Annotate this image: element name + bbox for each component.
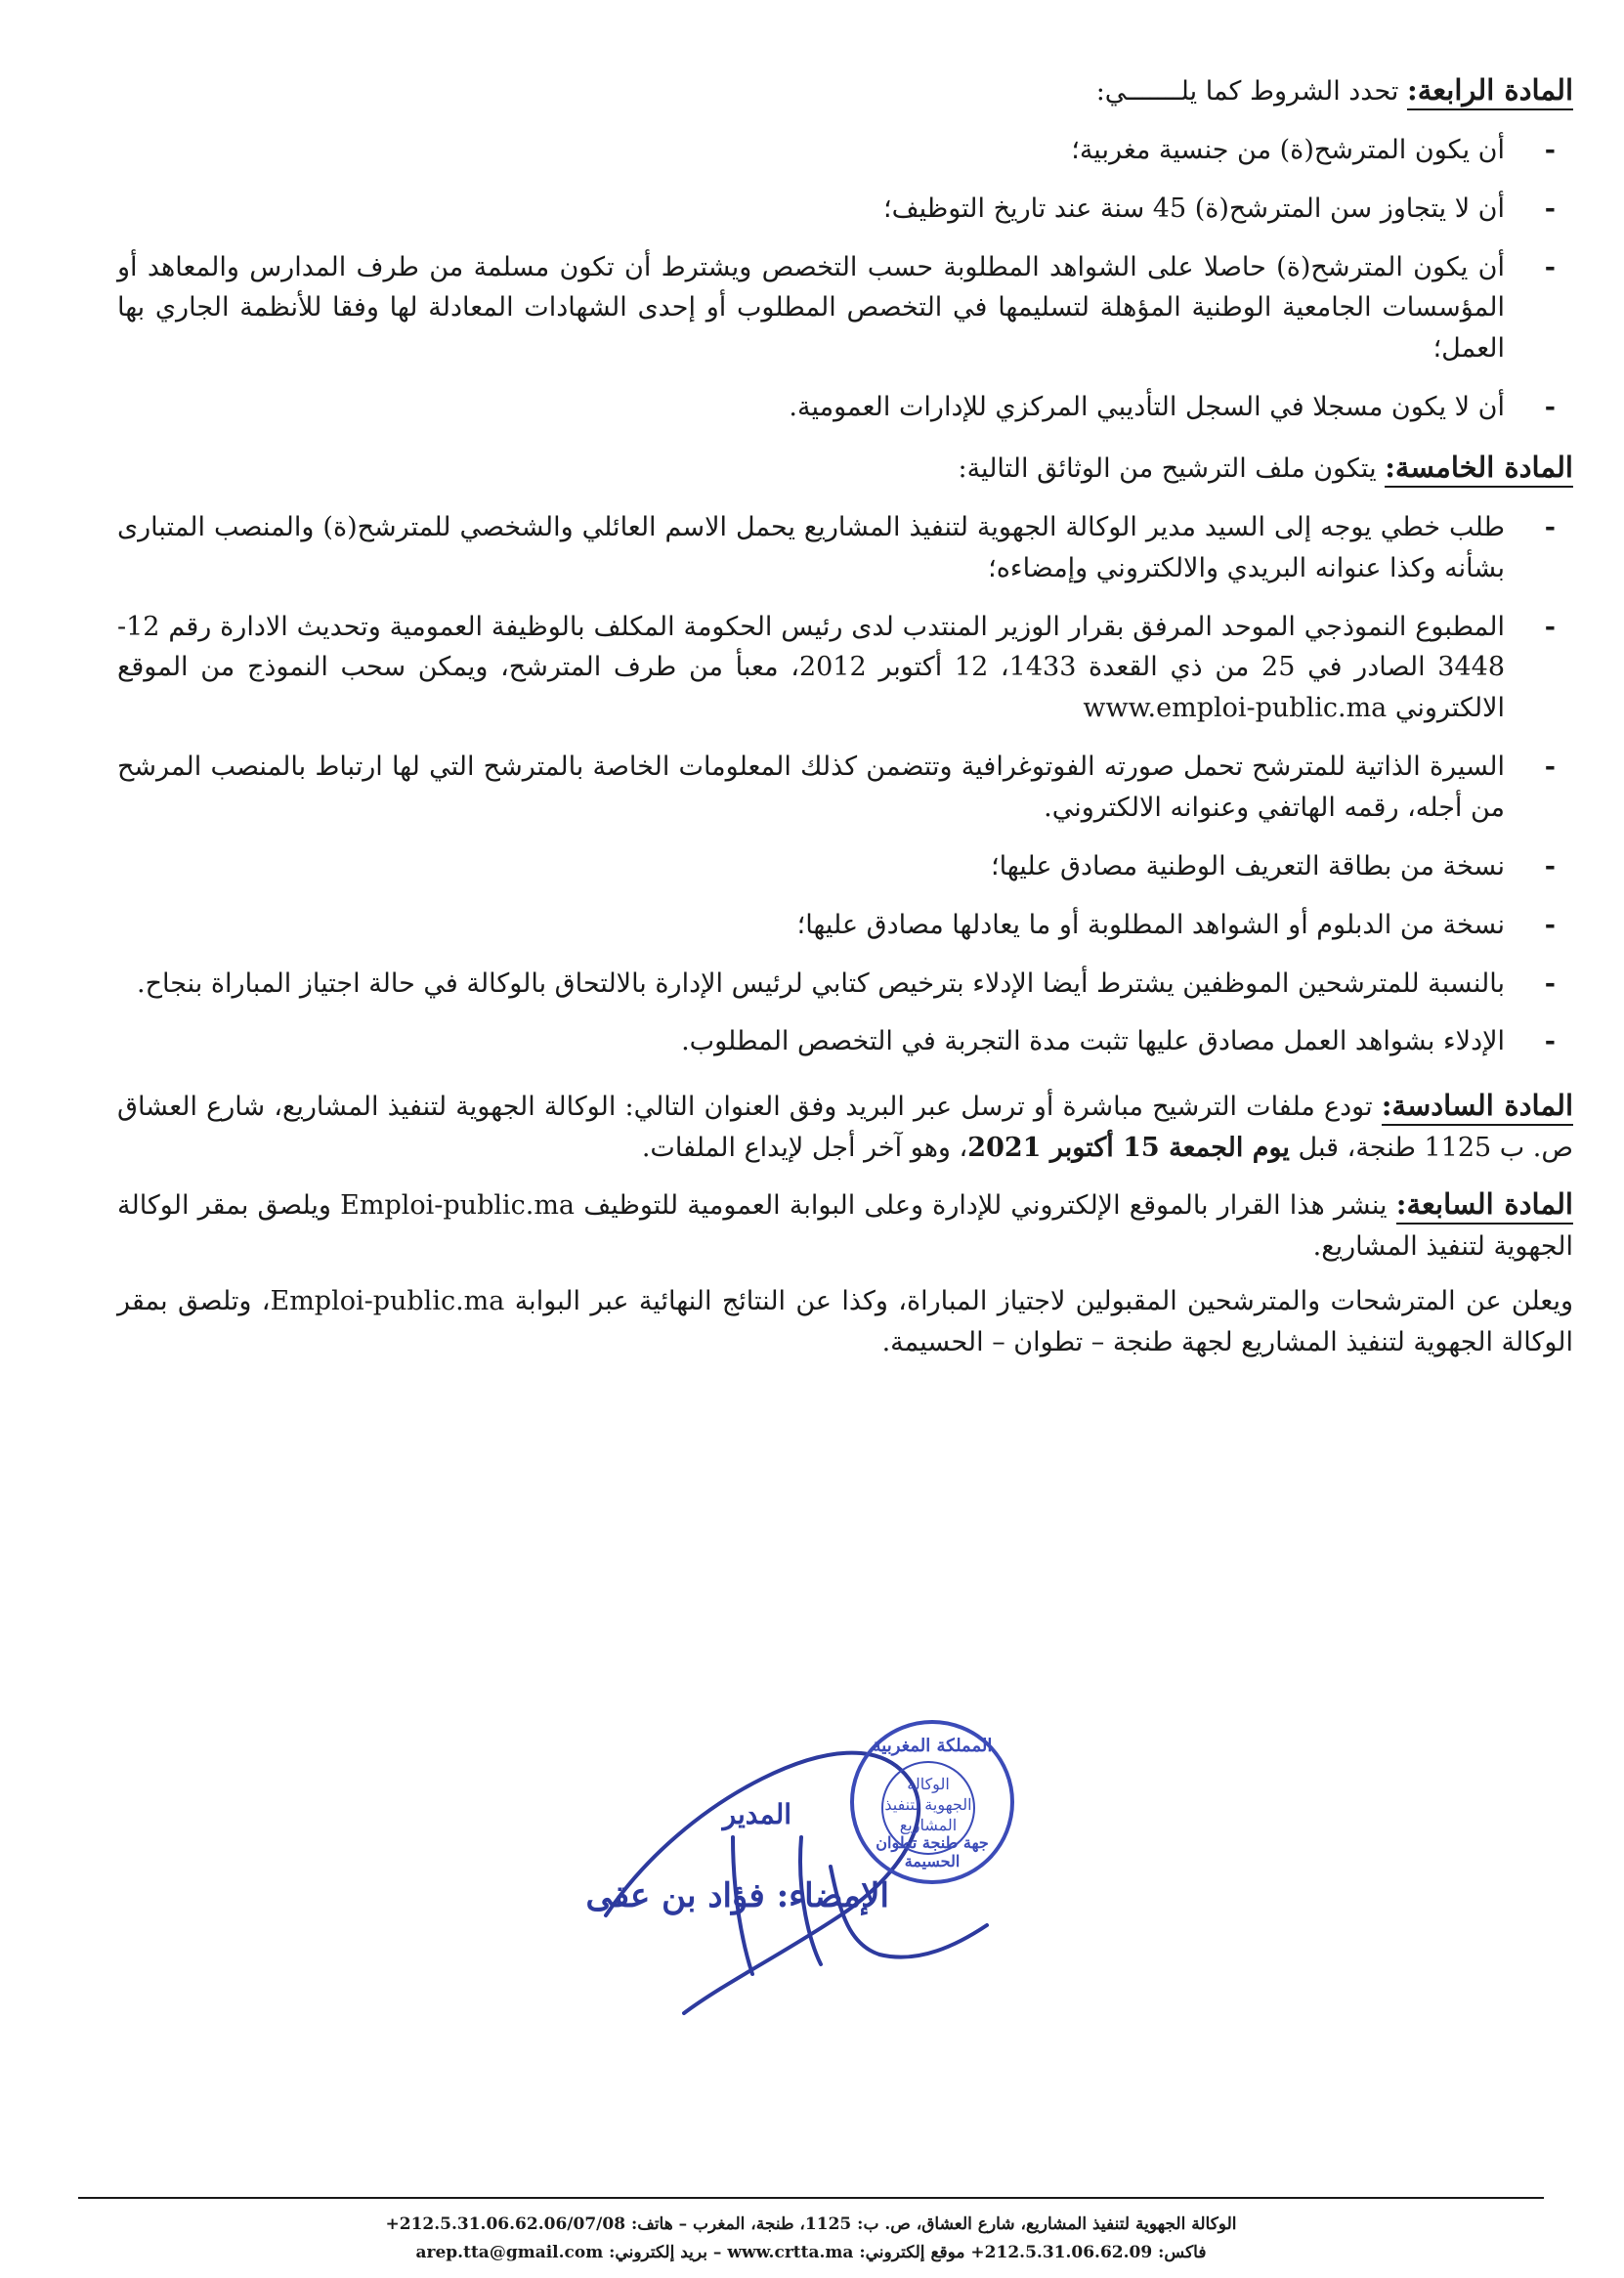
signatory-name: الإمضاء: فؤاد بن عقى — [585, 1876, 889, 1915]
list-item: - الإدلاء بشواهد العمل مصادق عليها تثبت مدة التجربة في التخصص المطلوب. — [117, 1021, 1573, 1062]
article-7-paragraph — [117, 1182, 1573, 1268]
article-6-deadline: يوم الجمعة 15 أكتوبر 2021 — [967, 1133, 1290, 1164]
footer-address-line: الوكالة الجهوية لتنفيذ المشاريع، شارع العشاق، ص. ب: 1125، طنجة، المغرب – هاتف: 212.5.31.06.62.06/07/08+ — [385, 2214, 1237, 2234]
article-7-label: المادة السابعة: — [1396, 1187, 1573, 1225]
article-5 — [117, 446, 1573, 1062]
article-7-text: ينشر هذا القرار بالموقع الإلكتروني للإدارة وعلى البوابة العمومية للتوظيف Emploi-public.ma ويلصق بمقر الوكالة الجهوية لتنفيذ المشاريع. — [117, 1190, 1573, 1262]
article-7 — [117, 1182, 1573, 1362]
official-stamp — [850, 1720, 1014, 1884]
list-item: - المطبوع النموذجي الموحد المرفق بقرار الوزير المنتدب لدى رئيس الحكومة المكلف بالوظيفة العمومية وتحديث الادارة رقم 12-3448 الصادر في 25 من ذي القعدة 1433، 12 أكتوبر 2012، معبأ من طرف المترشح، ويمكن سحب النموذج من الموقع الالكتروني www.emploi-public.ma — [117, 607, 1573, 730]
stamp-outer-text: المملكة المغربية — [872, 1736, 993, 1756]
article-4 — [117, 68, 1573, 428]
article-6 — [117, 1084, 1573, 1169]
page-footer — [78, 2211, 1544, 2267]
document-body — [117, 59, 1573, 1376]
stamp-bottom-text: جهة طنجة تطوان الحسيمة — [876, 1833, 989, 1870]
footer-contact-line: فاكس: 212.5.31.06.62.09+ موقع إلكتروني: www.crtta.ma – بريد إلكتروني: arep.tta@gmail.com — [415, 2242, 1207, 2262]
footer-divider — [78, 2197, 1544, 2199]
article-4-intro: تحدد الشروط كما يلـــــــي: — [1095, 76, 1399, 107]
list-item: - أن لا يتجاوز سن المترشح(ة) 45 سنة عند تاريخ التوظيف؛ — [117, 189, 1573, 230]
article-5-label: المادة الخامسة: — [1385, 451, 1573, 488]
list-item: - السيرة الذاتية للمترشح تحمل صورته الفوتوغرافية وتتضمن كذلك المعلومات الخاصة بالمترشح التي لها ارتباط بالمنصب المرشح من أجله، رقمه الهاتفي وعنوانه الالكتروني. — [117, 747, 1573, 829]
stamp-inner-text: الوكالة الجهوية لتنفيذ المشاريع — [884, 1775, 972, 1834]
list-item: - أن يكون المترشح(ة) حاصلا على الشواهد المطلوبة حسب التخصص ويشترط أن تكون مسلمة من طرف المدارس والمعاهد أو المؤسسات الجامعية الوطنية المؤهلة لتسليمها في التخصص المطلوب أو إحدى الشهادات المعادلة لها وفقا للأنظمة الجاري بها العمل؛ — [117, 247, 1573, 370]
list-item: - طلب خطي يوجه إلى السيد مدير الوكالة الجهوية لتنفيذ المشاريع يحمل الاسم العائلي والشخصي للمترشح(ة) والمنصب المتبارى بشأنه وكذا عنوانه البريدي والالكتروني وإمضاءه؛ — [117, 507, 1573, 589]
article-4-list — [117, 130, 1573, 428]
signatory-title: المدير — [722, 1798, 791, 1830]
list-item: - أن لا يكون مسجلا في السجل التأديبي المركزي للإدارات العمومية. — [117, 387, 1573, 428]
article-6-text-after: ، وهو آخر أجل لإيداع الملفات. — [641, 1133, 968, 1164]
list-item: - بالنسبة للمترشحين الموظفين يشترط أيضا الإدلاء بترخيص كتابي لرئيس الإدارة بالالتحاق بالوكالة في حالة اجتياز المباراة بنجاح. — [117, 964, 1573, 1005]
article-5-intro: يتكون ملف الترشيح من الوثائق التالية: — [958, 453, 1377, 484]
article-4-label: المادة الرابعة: — [1407, 73, 1573, 110]
article-4-heading — [117, 68, 1573, 112]
list-item: - نسخة من بطاقة التعريف الوطنية مصادق عليها؛ — [117, 846, 1573, 887]
list-item: - نسخة من الدبلوم أو الشواهد المطلوبة أو ما يعادلها مصادق عليها؛ — [117, 905, 1573, 946]
article-6-label: المادة السادسة: — [1382, 1089, 1573, 1126]
article-5-heading — [117, 446, 1573, 490]
article-6-paragraph — [117, 1084, 1573, 1169]
article-5-list — [117, 507, 1573, 1062]
list-item: - أن يكون المترشح(ة) من جنسية مغربية؛ — [117, 130, 1573, 171]
article-7-paragraph-2: ويعلن عن المترشحات والمترشحين المقبولين لاجتياز المباراة، وكذا عن النتائج النهائية عبر البوابة Emploi-public.ma، وتلصق بمقر الوكالة الجهوية لتنفيذ المشاريع لجهة طنجة – تطوان – الحسيمة. — [117, 1285, 1574, 1357]
article-6-text-before: تودع ملفات الترشيح مباشرة أو ترسل عبر البريد وفق العنوان التالي: الوكالة الجهوية لتنفيذ المشاريع، شارع العشاق ص. ب 1125 طنجة، قبل — [117, 1092, 1573, 1164]
